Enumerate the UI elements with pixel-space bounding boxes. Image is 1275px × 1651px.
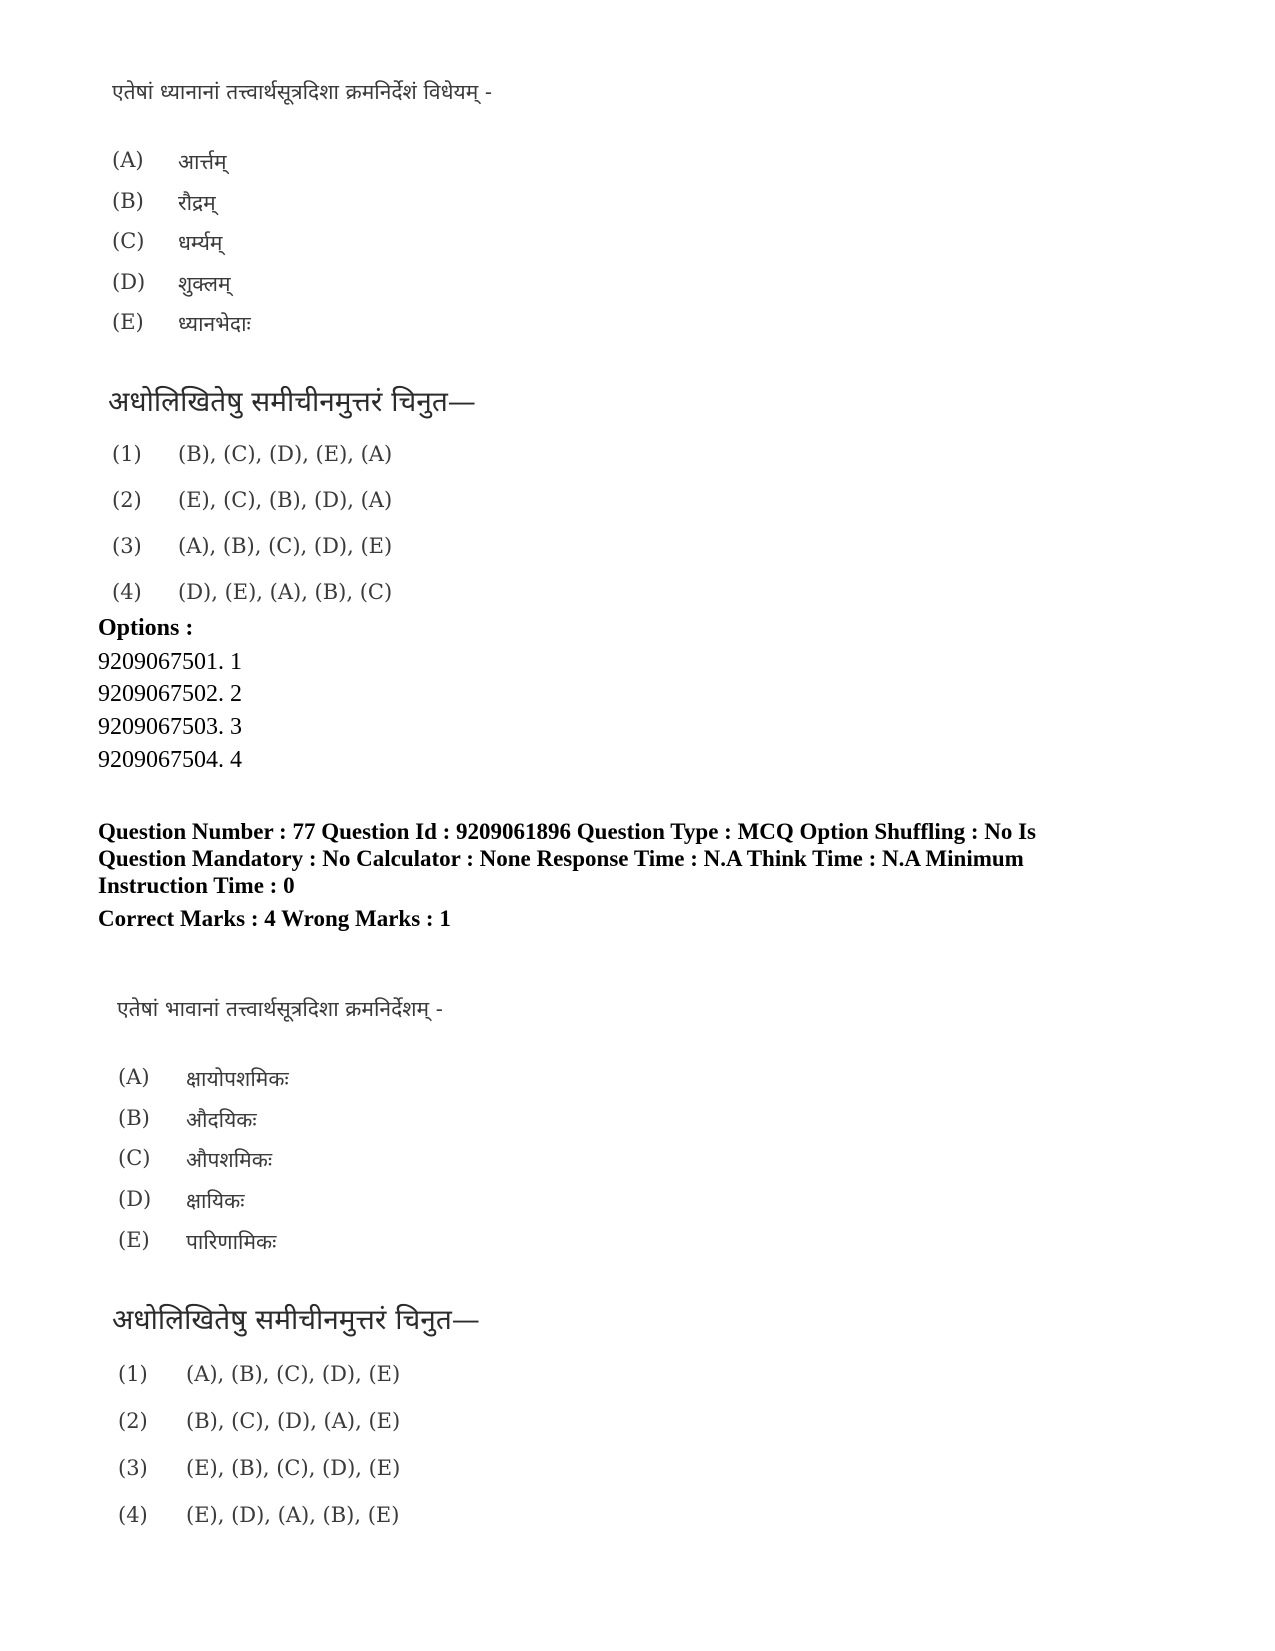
q76-item-text: ध्यानभेदाः (178, 312, 251, 336)
q77-item-label: (D) (118, 1187, 152, 1211)
q76-choice-text: (E), (C), (B), (D), (A) (178, 488, 393, 512)
q77-stem: एतेषां भावानां तत्त्वार्थसूत्रदिशा क्रमनिर्देशम् - (117, 997, 443, 1021)
q77-choice-text: (E), (D), (A), (B), (E) (186, 1503, 400, 1527)
q76-choice-text: (A), (B), (C), (D), (E) (178, 534, 393, 558)
option-4: 9209067504. 4 (98, 747, 242, 773)
q76-item-text: धर्म्यम् (178, 231, 223, 255)
q76-choice-label: (1) (112, 442, 142, 466)
q76-item-text: शुक्लम् (178, 272, 231, 296)
q77-meta-line-2: Question Mandatory : No Calculator : None Response Time : N.A Think Time : N.A Minimum (98, 846, 1024, 871)
q77-item-label: (B) (118, 1106, 150, 1130)
q77-choose-heading: अधोलिखितेषु समीचीनमुत्तरं चिनुत— (112, 1303, 480, 1336)
q77-item-text: पारिणामिकः (186, 1230, 277, 1254)
q77-choice-label: (4) (118, 1503, 148, 1527)
q76-item-label: (B) (112, 189, 144, 213)
q77-item-label: (E) (118, 1228, 150, 1252)
q77-marks: Correct Marks : 4 Wrong Marks : 1 (98, 906, 451, 931)
q77-item-text: औदयिकः (186, 1108, 257, 1132)
q76-item-label: (A) (112, 148, 144, 172)
q76-choice-label: (4) (112, 580, 142, 604)
q77-item-label: (C) (118, 1146, 151, 1170)
option-3: 9209067503. 3 (98, 714, 242, 740)
q76-choice-text: (D), (E), (A), (B), (C) (178, 580, 393, 604)
q76-stem: एतेषां ध्यानानां तत्त्वार्थसूत्रदिशा क्रमनिर्देशं विधेयम् - (112, 80, 493, 104)
option-2: 9209067502. 2 (98, 681, 242, 707)
q76-choose-heading: अधोलिखितेषु समीचीनमुत्तरं चिनुत— (108, 385, 476, 418)
q76-item-label: (D) (112, 270, 146, 294)
option-1: 9209067501. 1 (98, 649, 242, 675)
q77-choice-label: (1) (118, 1362, 148, 1386)
q76-item-text: आर्त्तम् (178, 150, 227, 174)
q76-choice-text: (B), (C), (D), (E), (A) (178, 442, 393, 466)
options-heading: Options : (98, 615, 194, 641)
q77-item-text: क्षायिकः (186, 1189, 245, 1213)
q77-choice-label: (2) (118, 1409, 148, 1433)
q77-item-text: क्षायोपशमिकः (186, 1067, 289, 1091)
q77-meta-line-1: Question Number : 77 Question Id : 9209061896 Question Type : MCQ Option Shuffling : No Is (98, 819, 1037, 844)
q76-item-label: (E) (112, 310, 144, 334)
q77-choice-label: (3) (118, 1456, 148, 1480)
q77-item-label: (A) (118, 1065, 150, 1089)
q77-meta-line-3: Instruction Time : 0 (98, 873, 295, 898)
q76-choice-label: (2) (112, 488, 142, 512)
q77-item-text: औपशमिकः (186, 1148, 273, 1172)
q76-item-label: (C) (112, 229, 145, 253)
q76-choice-label: (3) (112, 534, 142, 558)
q77-choice-text: (E), (B), (C), (D), (E) (186, 1456, 401, 1480)
q77-choice-text: (B), (C), (D), (A), (E) (186, 1409, 401, 1433)
q76-item-text: रौद्रम् (178, 191, 216, 215)
q77-choice-text: (A), (B), (C), (D), (E) (186, 1362, 401, 1386)
